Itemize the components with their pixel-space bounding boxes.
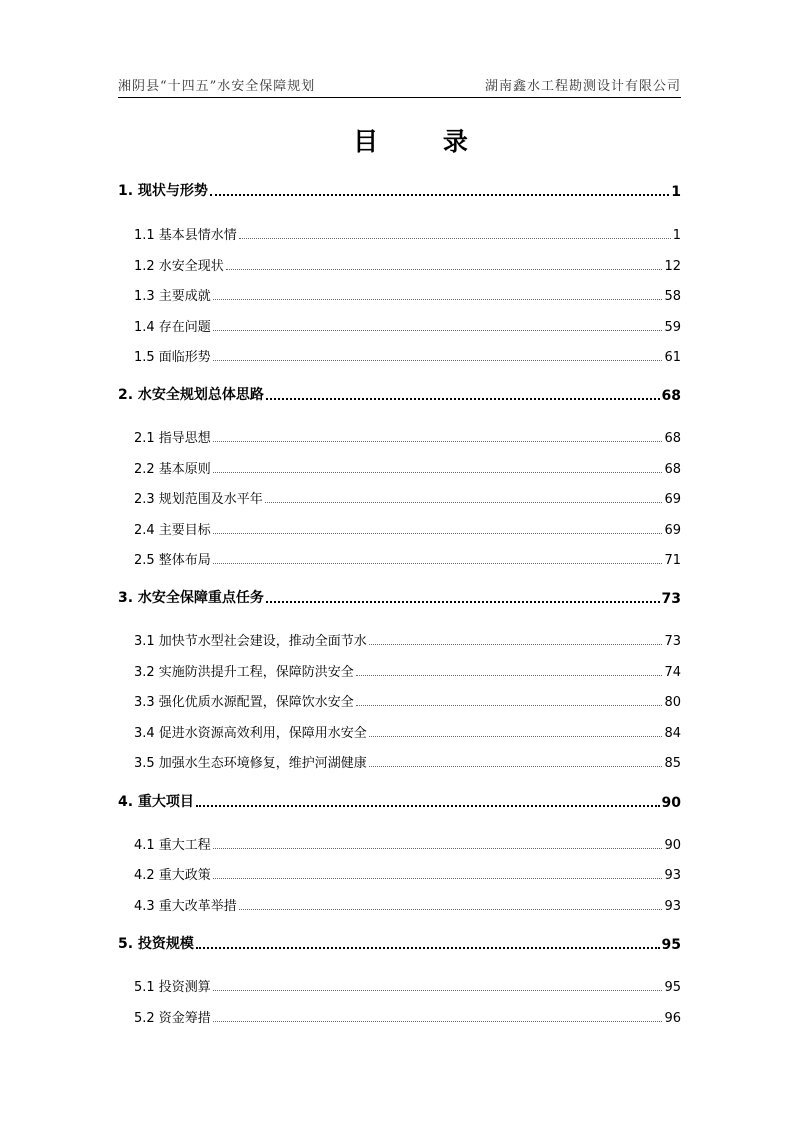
toc-entry-chapter[interactable] [118,178,681,200]
toc-leader-dots [213,330,663,331]
toc-entry-label: 2. 水安全规划总体思路 [118,387,264,403]
toc-entry-label: 2.5 整体布局 [134,553,211,568]
toc-leader-dots [213,1021,663,1022]
toc-entry-chapter[interactable] [118,382,681,404]
toc-leader-dots [356,675,663,676]
toc-entry-page: 93 [664,868,681,883]
toc-entry-label: 2.1 指导思想 [134,431,211,446]
toc-entry-page: 1 [672,228,681,243]
toc-leader-dots [213,563,663,564]
page-title: 目 录 [353,127,496,156]
toc-leader-dots [196,805,660,807]
toc-entry-page: 71 [664,553,681,568]
toc-entry-label: 3.4 促进水资源高效利用，保障用水安全 [134,726,367,741]
toc-entry-page: 73 [661,591,681,607]
toc-leader-dots [213,472,663,473]
toc-leader-dots [210,194,669,196]
toc-entry-label: 4. 重大项目 [118,794,194,810]
toc-leader-dots [226,269,663,270]
toc-entry-section[interactable] [118,627,681,649]
toc-leader-dots [213,990,663,991]
toc-entry-section[interactable] [118,455,681,477]
toc-entry-section[interactable] [118,343,681,365]
toc-leader-dots [369,736,663,737]
toc-entry-page: 1 [671,184,681,200]
toc-entry-label: 1.4 存在问题 [134,320,211,335]
toc-entry-page: 68 [664,462,681,477]
toc-entry-label: 5.2 资金筹措 [134,1011,211,1026]
header-document-title: 湘阴县“十四五”水安全保障规划 [118,79,316,94]
toc-entry-chapter[interactable] [118,585,681,607]
toc-entry-chapter[interactable] [118,789,681,811]
toc-entry-section[interactable] [118,831,681,853]
toc-entry-section[interactable] [118,546,681,568]
toc-leader-dots [213,360,663,361]
toc-entry-label: 1.3 主要成就 [134,289,211,304]
toc-leader-dots [213,441,663,442]
toc-leader-dots [239,909,663,910]
toc-entry-page: 90 [661,795,681,811]
toc-entry-label: 4.3 重大改革举措 [134,899,237,914]
toc-leader-dots [265,502,663,503]
toc-leader-dots [196,947,660,949]
toc-entry-section[interactable] [118,516,681,538]
toc-entry-label: 5.1 投资测算 [134,980,211,995]
toc-leader-dots [369,644,663,645]
toc-entry-label: 2.4 主要目标 [134,523,211,538]
toc-entry-page: 61 [664,350,681,365]
toc-leader-dots [266,398,660,400]
toc-leader-dots [369,766,663,767]
toc-entry-page: 69 [664,523,681,538]
toc-leader-dots [356,705,663,706]
toc-entry-label: 1.5 面临形势 [134,350,211,365]
toc-entry-section[interactable] [118,973,681,995]
toc-entry-section[interactable] [118,313,681,335]
toc-entry-label: 2.2 基本原则 [134,462,211,477]
toc-entry-section[interactable] [118,892,681,914]
toc-leader-dots [239,238,671,239]
toc-entry-page: 69 [664,492,681,507]
toc-entry-label: 3.2 实施防洪提升工程，保障防洪安全 [134,665,354,680]
toc-entry-chapter[interactable] [118,931,681,953]
toc-entry-label: 1.2 水安全现状 [134,259,224,274]
toc-entry-section[interactable] [118,424,681,446]
toc-leader-dots [266,601,660,603]
toc-entry-label: 4.2 重大政策 [134,868,211,883]
toc-leader-dots [213,533,663,534]
toc-entry-page: 85 [664,756,681,771]
toc-entry-section[interactable] [118,485,681,507]
toc-entry-page: 59 [664,320,681,335]
toc-entry-page: 80 [664,695,681,710]
toc-entry-label: 5. 投资规模 [118,936,194,952]
toc-entry-page: 73 [664,634,681,649]
toc-entry-section[interactable] [118,1004,681,1026]
toc-entry-page: 95 [664,980,681,995]
toc-leader-dots [213,299,663,300]
toc-entry-page: 68 [664,431,681,446]
toc-leader-dots [213,878,663,879]
toc-entry-label: 3.3 强化优质水源配置，保障饮水安全 [134,695,354,710]
toc-entry-page: 12 [664,259,681,274]
toc-entry-section[interactable] [118,688,681,710]
toc-entry-label: 4.1 重大工程 [134,838,211,853]
toc-entry-page: 84 [664,726,681,741]
toc-entry-label: 3.5 加强水生态环境修复，维护河湖健康 [134,756,367,771]
toc-entry-label: 1.1 基本县情水情 [134,228,237,243]
toc-entry-section[interactable] [118,282,681,304]
toc-entry-section[interactable] [118,221,681,243]
toc-entry-page: 95 [661,937,681,953]
toc-entry-section[interactable] [118,252,681,274]
toc-entry-page: 74 [664,665,681,680]
toc-entry-section[interactable] [118,749,681,771]
toc-entry-page: 90 [664,838,681,853]
toc-entry-section[interactable] [118,861,681,883]
toc-leader-dots [213,848,663,849]
toc-entry-label: 2.3 规划范围及水平年 [134,492,263,507]
toc-entry-page: 96 [664,1011,681,1026]
toc-entry-label: 1. 现状与形势 [118,183,208,199]
toc-entry-label: 3.1 加快节水型社会建设，推动全面节水 [134,634,367,649]
page-header [118,72,681,98]
toc-entry-label: 3. 水安全保障重点任务 [118,590,264,606]
toc-entry-page: 68 [661,388,681,404]
header-company-name: 湖南鑫水工程勘测设计有限公司 [484,79,681,94]
toc-entry-page: 93 [664,899,681,914]
toc-entry-section[interactable] [118,719,681,741]
toc-entry-page: 58 [664,289,681,304]
toc-entry-section[interactable] [118,658,681,680]
